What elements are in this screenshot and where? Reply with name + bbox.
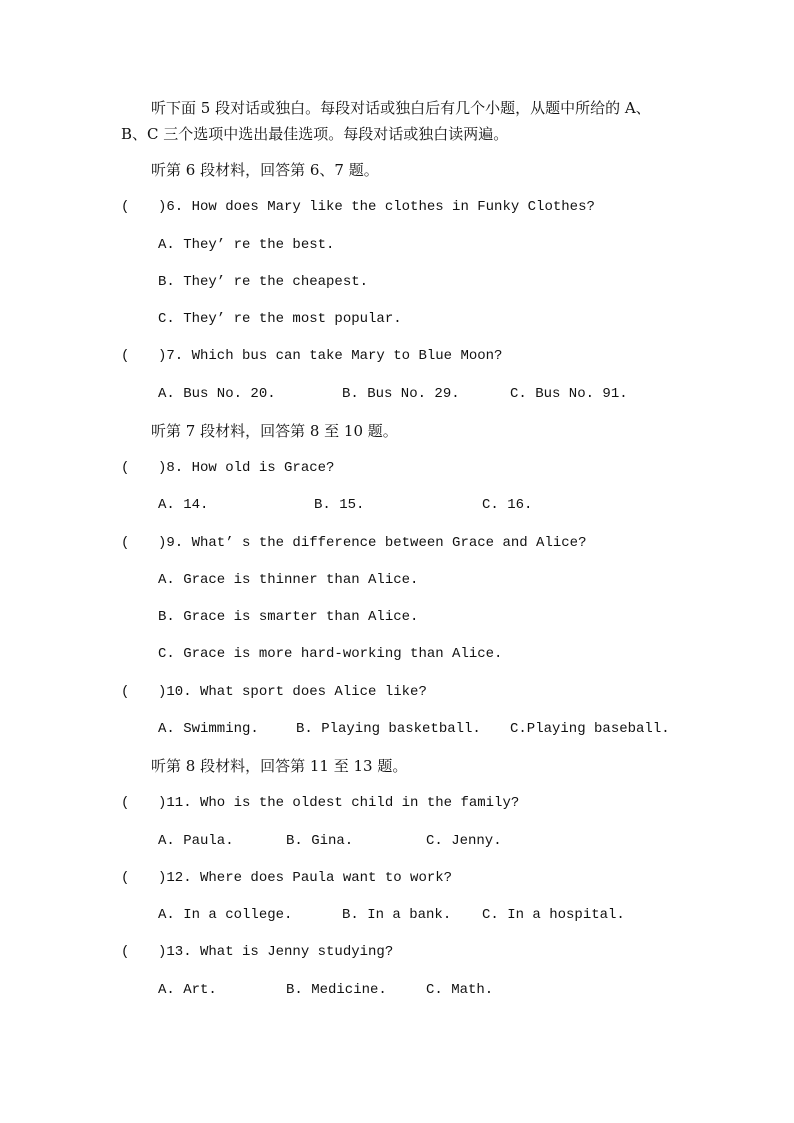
question-10: )10. What sport does Alice like?: [158, 684, 427, 700]
question-9: )9. What’ s the difference between Grace and Alice?: [158, 535, 587, 551]
answer-blank-12: (: [121, 870, 130, 886]
answer-blank-10: (: [121, 684, 130, 700]
question-12: )12. Where does Paula want to work?: [158, 870, 453, 886]
q10-option-b: B. Playing basketball.: [296, 721, 481, 737]
answer-blank-8: (: [121, 460, 130, 476]
section-heading-7: 听第 7 段材料，回答第 8 至 10 题。: [151, 422, 398, 440]
q12-option-b: B. In a bank.: [342, 907, 452, 923]
instructions-line-2: B、C 三个选项中选出最佳选项。每段对话或独白读两遍。: [121, 125, 509, 143]
question-8: )8. How old is Grace?: [158, 460, 335, 476]
q13-option-b: B. Medicine.: [286, 982, 387, 998]
answer-blank-7: (: [121, 348, 130, 364]
instructions-line-1: 听下面 5 段对话或独白。每段对话或独白后有几个小题，从题中所给的 A、: [151, 99, 651, 117]
q7-option-a: A. Bus No. 20.: [158, 386, 276, 402]
q11-option-c: C. Jenny.: [426, 833, 502, 849]
q6-option-a: A. They’ re the best.: [158, 237, 335, 253]
q6-option-c: C. They’ re the most popular.: [158, 311, 402, 327]
question-11: )11. Who is the oldest child in the family?: [158, 795, 520, 811]
q9-option-a: A. Grace is thinner than Alice.: [158, 572, 419, 588]
q12-option-c: C. In a hospital.: [482, 907, 625, 923]
section-heading-6: 听第 6 段材料，回答第 6、7 题。: [151, 161, 379, 179]
q11-option-b: B. Gina.: [286, 833, 354, 849]
q13-option-c: C. Math.: [426, 982, 494, 998]
question-7: )7. Which bus can take Mary to Blue Moon?: [158, 348, 503, 364]
answer-blank-9: (: [121, 535, 130, 551]
q8-option-b: B. 15.: [314, 497, 365, 513]
q9-option-c: C. Grace is more hard-working than Alice.: [158, 646, 503, 662]
q8-option-c: C. 16.: [482, 497, 533, 513]
answer-blank-13: (: [121, 944, 130, 960]
answer-blank-11: (: [121, 795, 130, 811]
q13-option-a: A. Art.: [158, 982, 217, 998]
q12-option-a: A. In a college.: [158, 907, 293, 923]
question-13: )13. What is Jenny studying?: [158, 944, 394, 960]
section-heading-8: 听第 8 段材料，回答第 11 至 13 题。: [151, 757, 408, 775]
q6-option-b: B. They’ re the cheapest.: [158, 274, 369, 290]
q7-option-b: B. Bus No. 29.: [342, 386, 460, 402]
q10-option-c: C.Playing baseball.: [510, 721, 670, 737]
q8-option-a: A. 14.: [158, 497, 209, 513]
q9-option-b: B. Grace is smarter than Alice.: [158, 609, 419, 625]
question-6: )6. How does Mary like the clothes in Funky Clothes?: [158, 199, 595, 215]
answer-blank-6: (: [121, 199, 130, 215]
q11-option-a: A. Paula.: [158, 833, 234, 849]
q10-option-a: A. Swimming.: [158, 721, 259, 737]
q7-option-c: C. Bus No. 91.: [510, 386, 628, 402]
